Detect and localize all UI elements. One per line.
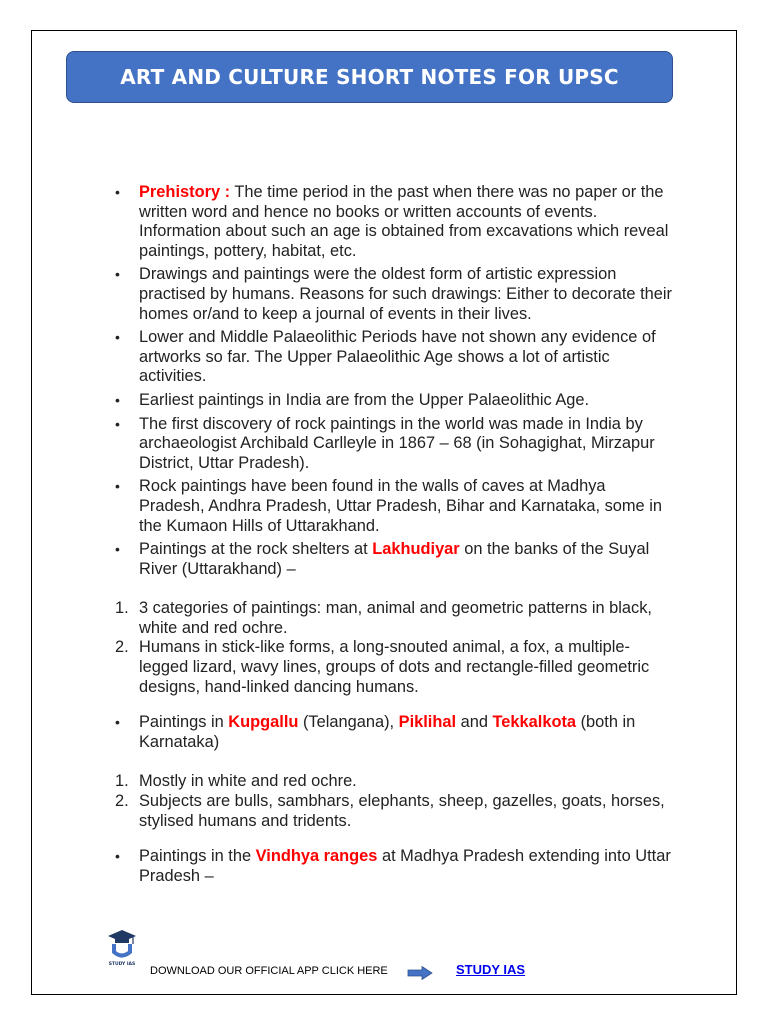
numbered-item [115, 792, 675, 831]
page-title: ART AND CULTURE SHORT NOTES FOR UPSC [120, 65, 619, 89]
list-item-text: (Telangana), [298, 713, 399, 732]
numbered-list [115, 599, 675, 697]
list-item-text: Drawings and paintings were the oldest form of artistic expression practised by humans. Reasons for such drawings: Either to decorate their homes or/and to keep a journal of events in their lives. [139, 265, 672, 323]
list-item-text: at Madhya Pradesh extending into Uttar Pradesh – [139, 847, 671, 885]
highlight-term: Kupgallu [228, 713, 299, 732]
list-item-text: The first discovery of rock paintings in the world was made in India by archaeologist Archibald Carlleyle in 1867 – 68 (in Sohagighat, Mirzapur District, Uttar Pradesh). [139, 414, 655, 472]
list-item [115, 477, 675, 536]
list-item [115, 328, 675, 387]
list-item-text: on the banks of the Suyal River (Uttarakhand) – [139, 540, 650, 578]
bullet-list [115, 847, 675, 886]
list-item-text: Paintings at the rock shelters at [139, 540, 373, 559]
list-item-text: and [456, 713, 493, 732]
list-item [115, 847, 675, 886]
list-item-text: Paintings in [139, 713, 229, 732]
highlight-term: Prehistory : [139, 183, 231, 201]
list-item [115, 183, 675, 261]
numbered-item [115, 772, 675, 792]
study-ias-logo[interactable] [106, 928, 138, 968]
numbered-item-text: Mostly in white and red ochre. [139, 772, 357, 791]
item-number: 2. [115, 792, 129, 811]
bullet-list [115, 713, 675, 752]
numbered-item-text: 3 categories of paintings: man, animal and geometric patterns in black, white and red ochre. [139, 599, 652, 637]
item-number: 1. [115, 772, 129, 791]
item-number: 2. [115, 638, 129, 657]
list-item [115, 713, 675, 752]
download-text: DOWNLOAD OUR OFFICIAL APP CLICK HERE [150, 965, 388, 977]
arrow-right-icon [407, 966, 433, 980]
list-item-text: The time period in the past when there was no paper or the written word and hence no books or written accounts of events. Information about such an age is obtained from excavations which reveal paintings, pottery, habitat, etc. [139, 183, 669, 260]
highlight-term: Piklihal [398, 713, 457, 732]
bullet-list [115, 183, 675, 579]
list-item-text: Paintings in the [139, 847, 256, 866]
list-item [115, 540, 675, 579]
highlight-term: Lakhudiyar [372, 540, 460, 559]
item-number: 1. [115, 599, 129, 618]
graduation-cap-icon [106, 928, 138, 968]
list-item-text: Rock paintings have been found in the walls of caves at Madhya Pradesh, Andhra Pradesh, Uttar Pradesh, Bihar and Karnataka, some in the Kumaon Hills of Uttarakhand. [139, 477, 662, 535]
numbered-item [115, 638, 675, 697]
list-item [115, 415, 675, 474]
highlight-term: Tekkalkota [492, 713, 577, 732]
list-item-text: (both in Karnataka) [139, 713, 636, 751]
highlight-term: Vindhya ranges [255, 847, 378, 866]
list-item [115, 391, 675, 411]
notes-content [115, 183, 675, 890]
numbered-list [115, 772, 675, 831]
list-item-text: Earliest paintings in India are from the Upper Palaeolithic Age. [139, 390, 590, 409]
title-banner [66, 51, 673, 103]
list-item [115, 265, 675, 324]
study-ias-link[interactable]: STUDY IAS [456, 962, 526, 977]
numbered-item-text: Subjects are bulls, sambhars, elephants, sheep, gazelles, goats, horses, stylised humans and tridents. [139, 792, 665, 830]
numbered-item [115, 599, 675, 638]
numbered-item-text: Humans in stick-like forms, a long-snouted animal, a fox, a multiple-legged lizard, wavy lines, groups of dots and rectangle-filled geometric designs, hand-linked dancing humans. [139, 638, 650, 696]
logo-text: STUDY IAS [108, 962, 136, 967]
list-item-text: Lower and Middle Palaeolithic Periods have not shown any evidence of artworks so far. The Upper Palaeolithic Age shows a lot of artistic activities. [139, 328, 656, 386]
